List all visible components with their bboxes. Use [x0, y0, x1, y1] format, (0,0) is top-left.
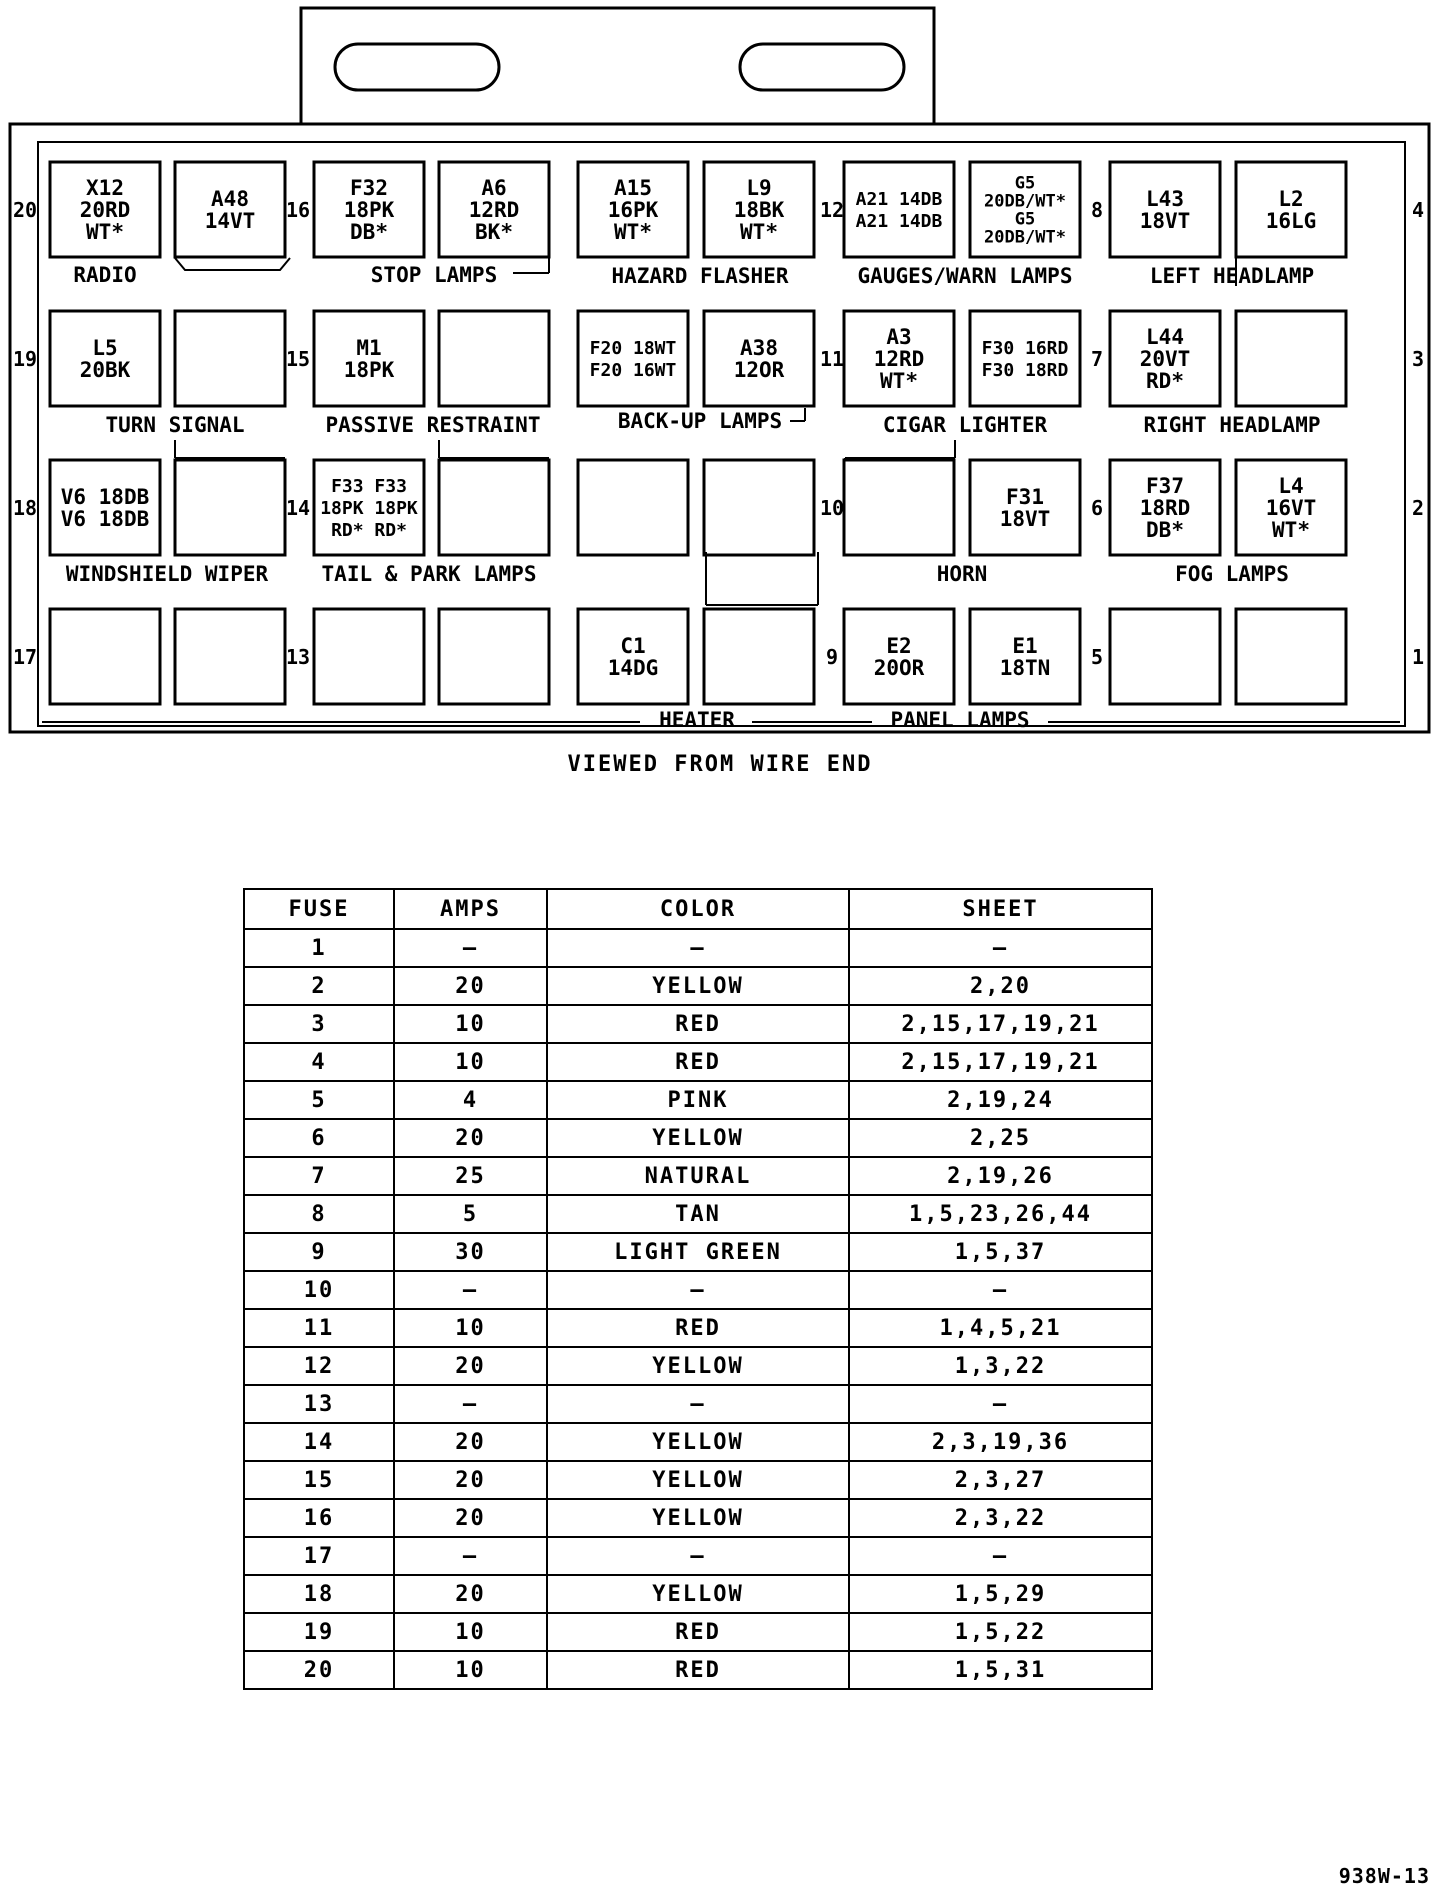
- fuse-cavity-c18a: [50, 460, 160, 555]
- row-number: 9: [825, 645, 839, 669]
- cell-amps: 20: [394, 1423, 547, 1461]
- cell-color: RED: [547, 1309, 849, 1347]
- fuse-cavity-c19a: [50, 311, 160, 406]
- cavity-outline: [578, 460, 688, 555]
- row-number: 12: [819, 198, 845, 222]
- row-number: 16: [285, 198, 311, 222]
- cell-amps: 5: [394, 1195, 547, 1233]
- cavity-wire-label: 18TN: [999, 655, 1051, 680]
- cell-fuse: 10: [244, 1271, 394, 1309]
- cavity-wire-label: WT*: [86, 219, 124, 244]
- connector-lines: [42, 258, 1400, 722]
- fuse-cavity-c4b: [1236, 162, 1346, 257]
- cell-sheet: 1,4,5,21: [849, 1309, 1152, 1347]
- fuse-cavity-c11b: [704, 311, 814, 406]
- table-row: [244, 1651, 1152, 1689]
- cell-sheet: —: [849, 1537, 1152, 1575]
- table-row: [244, 1347, 1152, 1385]
- fuse-cavity-c4a: [1110, 162, 1220, 257]
- cavity-wire-label: 16LG: [1265, 208, 1317, 233]
- cavity-wire-label: A15: [614, 175, 652, 200]
- fuse-cavity-c6b: [970, 460, 1080, 555]
- cavity-outline: [1236, 609, 1346, 704]
- fuse-cavity-c1a: [1110, 609, 1220, 704]
- cavity-wire-label: L44: [1146, 324, 1184, 349]
- cell-fuse: 4: [244, 1043, 394, 1081]
- cavity-wire-label: 18PK 18PK: [320, 497, 418, 519]
- cell-color: —: [547, 1537, 849, 1575]
- table-body: [244, 929, 1152, 1689]
- fuse-cavity-c6a: [844, 460, 954, 555]
- cavity-wire-label: 14VT: [204, 208, 256, 233]
- cell-sheet: —: [849, 1271, 1152, 1309]
- cell-color: RED: [547, 1043, 849, 1081]
- label-windshield-wiper: WINDSHIELD WIPER: [65, 562, 269, 586]
- row-number: 17: [12, 645, 38, 669]
- cavity-wire-label: V6 18DB: [60, 506, 150, 531]
- cell-amps: —: [394, 1271, 547, 1309]
- fuse-cavity-c14b: [439, 460, 549, 555]
- cell-fuse: 17: [244, 1537, 394, 1575]
- cell-color: YELLOW: [547, 1499, 849, 1537]
- cell-amps: —: [394, 1537, 547, 1575]
- cavity-wire-label: 18BK: [733, 197, 785, 222]
- cavity-wire-label: F30 16RD: [981, 337, 1069, 359]
- cavity-outline: [1110, 609, 1220, 704]
- fuse-cavity-c8a: [844, 162, 954, 257]
- table-row: [244, 1157, 1152, 1195]
- cell-color: —: [547, 929, 849, 967]
- row-number: 18: [12, 496, 38, 520]
- table-row: [244, 1575, 1152, 1613]
- cell-color: RED: [547, 1613, 849, 1651]
- fuse-cavity-c8b: [970, 162, 1080, 257]
- cavity-wire-label: 20OR: [873, 655, 925, 680]
- table-row: [244, 1537, 1152, 1575]
- fuse-cavity-c13b: [439, 609, 549, 704]
- label-horn: HORN: [936, 562, 988, 586]
- label-heater: HEATER: [659, 708, 735, 732]
- fuse-block-diagram: [0, 0, 1440, 760]
- label-left-headlamp: LEFT HEADLAMP: [1149, 264, 1315, 288]
- fuse-cavity-c5a: [844, 609, 954, 704]
- cavity-wire-label: E1: [1012, 633, 1038, 658]
- cavity-wire-label: L4: [1278, 473, 1304, 498]
- cell-fuse: 19: [244, 1613, 394, 1651]
- row-number: 5: [1090, 645, 1104, 669]
- cell-amps: 20: [394, 1461, 547, 1499]
- cavity-outline: [439, 609, 549, 704]
- cavity-wire-label: 20BK: [79, 357, 131, 382]
- cell-sheet: 2,20: [849, 967, 1152, 1005]
- cavity-wire-label: A21 14DB: [855, 210, 943, 232]
- cell-fuse: 18: [244, 1575, 394, 1613]
- table-row: [244, 1233, 1152, 1271]
- cell-amps: 10: [394, 1651, 547, 1689]
- cavity-wire-label: A3: [886, 324, 912, 349]
- cavity-wire-label: 12RD: [468, 197, 520, 222]
- fuse-cavity-c16a: [314, 162, 424, 257]
- cavity-wire-label: X12: [86, 175, 124, 200]
- cavity-wire-label: G5: [1014, 173, 1036, 194]
- cell-fuse: 12: [244, 1347, 394, 1385]
- table-row: [244, 1195, 1152, 1233]
- label-passive-restraint: PASSIVE RESTRAINT: [325, 413, 541, 437]
- label-tail-park-lamps: TAIL & PARK LAMPS: [321, 562, 537, 586]
- row-number: 4: [1411, 198, 1425, 222]
- cavity-wire-label: 20DB/WT*: [984, 227, 1066, 248]
- cavity-wire-label: F33 F33: [331, 475, 407, 497]
- cavity-outline: [175, 311, 285, 406]
- cell-color: PINK: [547, 1081, 849, 1119]
- figure-id: 938W-13: [1338, 1864, 1430, 1888]
- row-number: 3: [1411, 347, 1425, 371]
- fuse-cavity-c12b: [704, 162, 814, 257]
- cavity-wire-label: 18PK: [343, 357, 395, 382]
- cell-color: LIGHT GREEN: [547, 1233, 849, 1271]
- cell-fuse: 16: [244, 1499, 394, 1537]
- fuse-cavity-c7b: [970, 311, 1080, 406]
- table-row: [244, 1423, 1152, 1461]
- header-fuse: FUSE: [244, 889, 394, 929]
- cell-sheet: 2,3,27: [849, 1461, 1152, 1499]
- fuse-cavity-c3b: [1236, 311, 1346, 406]
- cavity-outline: [704, 460, 814, 555]
- cell-color: NATURAL: [547, 1157, 849, 1195]
- cavity-wire-label: 12RD: [873, 346, 925, 371]
- cell-amps: 30: [394, 1233, 547, 1271]
- cell-color: RED: [547, 1005, 849, 1043]
- cell-amps: 20: [394, 1347, 547, 1385]
- cell-sheet: 2,3,22: [849, 1499, 1152, 1537]
- label-gauges-warn-lamps: GAUGES/WARN LAMPS: [857, 264, 1073, 288]
- cavity-wire-label: WT*: [614, 219, 652, 244]
- cell-amps: —: [394, 929, 547, 967]
- table-row: [244, 929, 1152, 967]
- cell-color: —: [547, 1385, 849, 1423]
- cell-amps: 10: [394, 1005, 547, 1043]
- cell-fuse: 13: [244, 1385, 394, 1423]
- cavity-wire-label: 20DB/WT*: [984, 191, 1066, 212]
- cell-sheet: 1,5,22: [849, 1613, 1152, 1651]
- cavity-wire-label: 14DG: [607, 655, 659, 680]
- cell-sheet: 2,15,17,19,21: [849, 1005, 1152, 1043]
- fuse-cavity-c13a: [314, 609, 424, 704]
- fuse-cavity-c11a: [578, 311, 688, 406]
- cell-color: YELLOW: [547, 1347, 849, 1385]
- cell-fuse: 2: [244, 967, 394, 1005]
- label-fog-lamps: FOG LAMPS: [1175, 562, 1289, 586]
- cell-sheet: 1,5,29: [849, 1575, 1152, 1613]
- table-row: [244, 1043, 1152, 1081]
- cavity-wire-label: F20 16WT: [589, 359, 677, 381]
- cavity-wire-label: 16VT: [1265, 495, 1317, 520]
- row-number: 14: [285, 496, 311, 520]
- cavity-wire-label: DB*: [1146, 517, 1184, 542]
- cavity-wire-label: F20 18WT: [589, 337, 677, 359]
- cell-fuse: 6: [244, 1119, 394, 1157]
- cavity-wire-label: DB*: [350, 219, 388, 244]
- row-number: 10: [819, 496, 845, 520]
- fuse-cavity-c2a: [1110, 460, 1220, 555]
- fuse-cavity-c15a: [314, 311, 424, 406]
- table-row: [244, 1309, 1152, 1347]
- cell-fuse: 14: [244, 1423, 394, 1461]
- label-panel-lamps: PANEL LAMPS: [890, 708, 1030, 732]
- cell-amps: 25: [394, 1157, 547, 1195]
- table-row: [244, 1613, 1152, 1651]
- table-row: [244, 1461, 1152, 1499]
- cavity-wire-label: L2: [1278, 186, 1304, 211]
- cell-color: YELLOW: [547, 1119, 849, 1157]
- mounting-bracket: [301, 8, 934, 124]
- header-color: COLOR: [547, 889, 849, 929]
- cell-color: YELLOW: [547, 1461, 849, 1499]
- cavity-wire-label: 12OR: [733, 357, 785, 382]
- label-back-up-lamps: BACK-UP LAMPS: [617, 409, 783, 433]
- cavity-wire-label: L43: [1146, 186, 1184, 211]
- cell-amps: —: [394, 1385, 547, 1423]
- fuse-cavity-c17a: [50, 609, 160, 704]
- cavity-outline: [175, 609, 285, 704]
- fuse-cavity-c1b: [1236, 609, 1346, 704]
- cell-color: YELLOW: [547, 967, 849, 1005]
- cell-color: TAN: [547, 1195, 849, 1233]
- label-cigar-lighter: CIGAR LIGHTER: [882, 413, 1048, 437]
- table-row: [244, 1081, 1152, 1119]
- cell-sheet: 2,3,19,36: [849, 1423, 1152, 1461]
- fuse-cavity-c3a: [1110, 311, 1220, 406]
- fuse-cavity-c16b: [439, 162, 549, 257]
- fuse-table: [243, 888, 1153, 1690]
- cavity-wire-label: 20VT: [1139, 346, 1191, 371]
- fuse-cavity-c10b: [704, 460, 814, 555]
- cell-sheet: 2,25: [849, 1119, 1152, 1157]
- cavity-wire-label: M1: [356, 335, 382, 360]
- cavity-wire-label: RD* RD*: [331, 519, 407, 541]
- label-hazard-flasher: HAZARD FLASHER: [611, 264, 789, 288]
- cavity-wire-label: A38: [740, 335, 778, 360]
- row-number: 20: [12, 198, 38, 222]
- label-right-headlamp: RIGHT HEADLAMP: [1143, 413, 1321, 437]
- header-sheet: SHEET: [849, 889, 1152, 929]
- cavity-wire-label: WT*: [880, 368, 918, 393]
- cell-fuse: 7: [244, 1157, 394, 1195]
- cavity-outline: [439, 460, 549, 555]
- fuse-cavity-c19b: [175, 311, 285, 406]
- cell-sheet: 2,19,24: [849, 1081, 1152, 1119]
- cell-sheet: 1,5,31: [849, 1651, 1152, 1689]
- cavity-wire-label: E2: [886, 633, 912, 658]
- cell-fuse: 8: [244, 1195, 394, 1233]
- cavity-outline: [704, 609, 814, 704]
- cell-amps: 20: [394, 967, 547, 1005]
- cavity-wire-label: 16PK: [607, 197, 659, 222]
- fuse-cavity-c7a: [844, 311, 954, 406]
- label-radio: RADIO: [73, 263, 137, 287]
- header-amps: AMPS: [394, 889, 547, 929]
- cell-color: YELLOW: [547, 1575, 849, 1613]
- fuse-cavity-c2b: [1236, 460, 1346, 555]
- fuse-cavity-c9b: [704, 609, 814, 704]
- cell-fuse: 20: [244, 1651, 394, 1689]
- cell-amps: 10: [394, 1043, 547, 1081]
- fuse-cavity-c9a: [578, 609, 688, 704]
- fuse-cavity-c20a: [50, 162, 160, 257]
- cell-sheet: 2,19,26: [849, 1157, 1152, 1195]
- cavity-wire-label: 18RD: [1139, 495, 1191, 520]
- cell-amps: 20: [394, 1499, 547, 1537]
- cell-sheet: 1,3,22: [849, 1347, 1152, 1385]
- cell-amps: 10: [394, 1613, 547, 1651]
- cavity-wire-label: F32: [350, 175, 388, 200]
- cell-sheet: —: [849, 929, 1152, 967]
- table-row: [244, 1271, 1152, 1309]
- row-number: 7: [1090, 347, 1104, 371]
- cavity-wire-label: A21 14DB: [855, 188, 943, 210]
- table-row: [244, 1005, 1152, 1043]
- row-number: 8: [1090, 198, 1104, 222]
- cell-fuse: 9: [244, 1233, 394, 1271]
- table-row: [244, 1385, 1152, 1423]
- cell-fuse: 11: [244, 1309, 394, 1347]
- cavity-outline: [314, 609, 424, 704]
- cavity-outline: [50, 609, 160, 704]
- fuse-cavity-c20b: [175, 162, 285, 257]
- cell-sheet: 1,5,37: [849, 1233, 1152, 1271]
- cell-amps: 10: [394, 1309, 547, 1347]
- cavity-wire-label: L9: [746, 175, 772, 200]
- cell-sheet: —: [849, 1385, 1152, 1423]
- cell-fuse: 1: [244, 929, 394, 967]
- cavity-wire-label: F37: [1146, 473, 1184, 498]
- cavity-outline: [175, 460, 285, 555]
- fuse-cavity-c14a: [314, 460, 424, 555]
- cell-fuse: 5: [244, 1081, 394, 1119]
- fuse-cavity-c10a: [578, 460, 688, 555]
- row-number: 11: [819, 347, 845, 371]
- cavity-outline: [439, 311, 549, 406]
- cavity-wire-label: V6 18DB: [60, 484, 150, 509]
- row-number: 2: [1411, 496, 1425, 520]
- cavity-wire-label: F31: [1006, 484, 1044, 509]
- cavity-wire-label: L5: [92, 335, 118, 360]
- row-number: 15: [285, 347, 311, 371]
- cavity-wire-label: C1: [620, 633, 646, 658]
- cavity-outline: [1236, 311, 1346, 406]
- cavity-wire-label: WT*: [740, 219, 778, 244]
- fuse-cavity-c12a: [578, 162, 688, 257]
- cell-amps: 4: [394, 1081, 547, 1119]
- row-number: 1: [1411, 645, 1425, 669]
- cell-amps: 20: [394, 1575, 547, 1613]
- fuse-cavity-c17b: [175, 609, 285, 704]
- cavity-wire-label: WT*: [1272, 517, 1310, 542]
- cavity-wire-label: G5: [1014, 209, 1036, 230]
- table-row: [244, 1499, 1152, 1537]
- cavity-wire-label: A6: [481, 175, 507, 200]
- table-row: [244, 967, 1152, 1005]
- cavity-wire-label: 18PK: [343, 197, 395, 222]
- cell-fuse: 15: [244, 1461, 394, 1499]
- diagram-caption: VIEWED FROM WIRE END: [567, 752, 873, 777]
- cell-sheet: 2,15,17,19,21: [849, 1043, 1152, 1081]
- cell-amps: 20: [394, 1119, 547, 1157]
- row-number: 13: [285, 645, 311, 669]
- cavity-wire-label: BK*: [475, 219, 513, 244]
- fuse-cavity-c15b: [439, 311, 549, 406]
- cell-color: YELLOW: [547, 1423, 849, 1461]
- cell-color: RED: [547, 1651, 849, 1689]
- row-number: 6: [1090, 496, 1104, 520]
- cavity-wire-label: F30 18RD: [981, 359, 1069, 381]
- label-stop-lamps: STOP LAMPS: [370, 263, 498, 287]
- cavity-wire-label: 18VT: [1139, 208, 1191, 233]
- label-turn-signal: TURN SIGNAL: [105, 413, 245, 437]
- fuse-cavity-c18b: [175, 460, 285, 555]
- cell-fuse: 3: [244, 1005, 394, 1043]
- cell-color: —: [547, 1271, 849, 1309]
- cavity-outline: [844, 460, 954, 555]
- row-number: 19: [12, 347, 38, 371]
- fuse-cavity-c5b: [970, 609, 1080, 704]
- table-header-row: [244, 889, 1152, 929]
- cavity-wire-label: RD*: [1146, 368, 1184, 393]
- cavity-wire-label: A48: [211, 186, 249, 211]
- cell-sheet: 1,5,23,26,44: [849, 1195, 1152, 1233]
- table-row: [244, 1119, 1152, 1157]
- cavity-wire-label: 18VT: [999, 506, 1051, 531]
- cavity-wire-label: 20RD: [79, 197, 131, 222]
